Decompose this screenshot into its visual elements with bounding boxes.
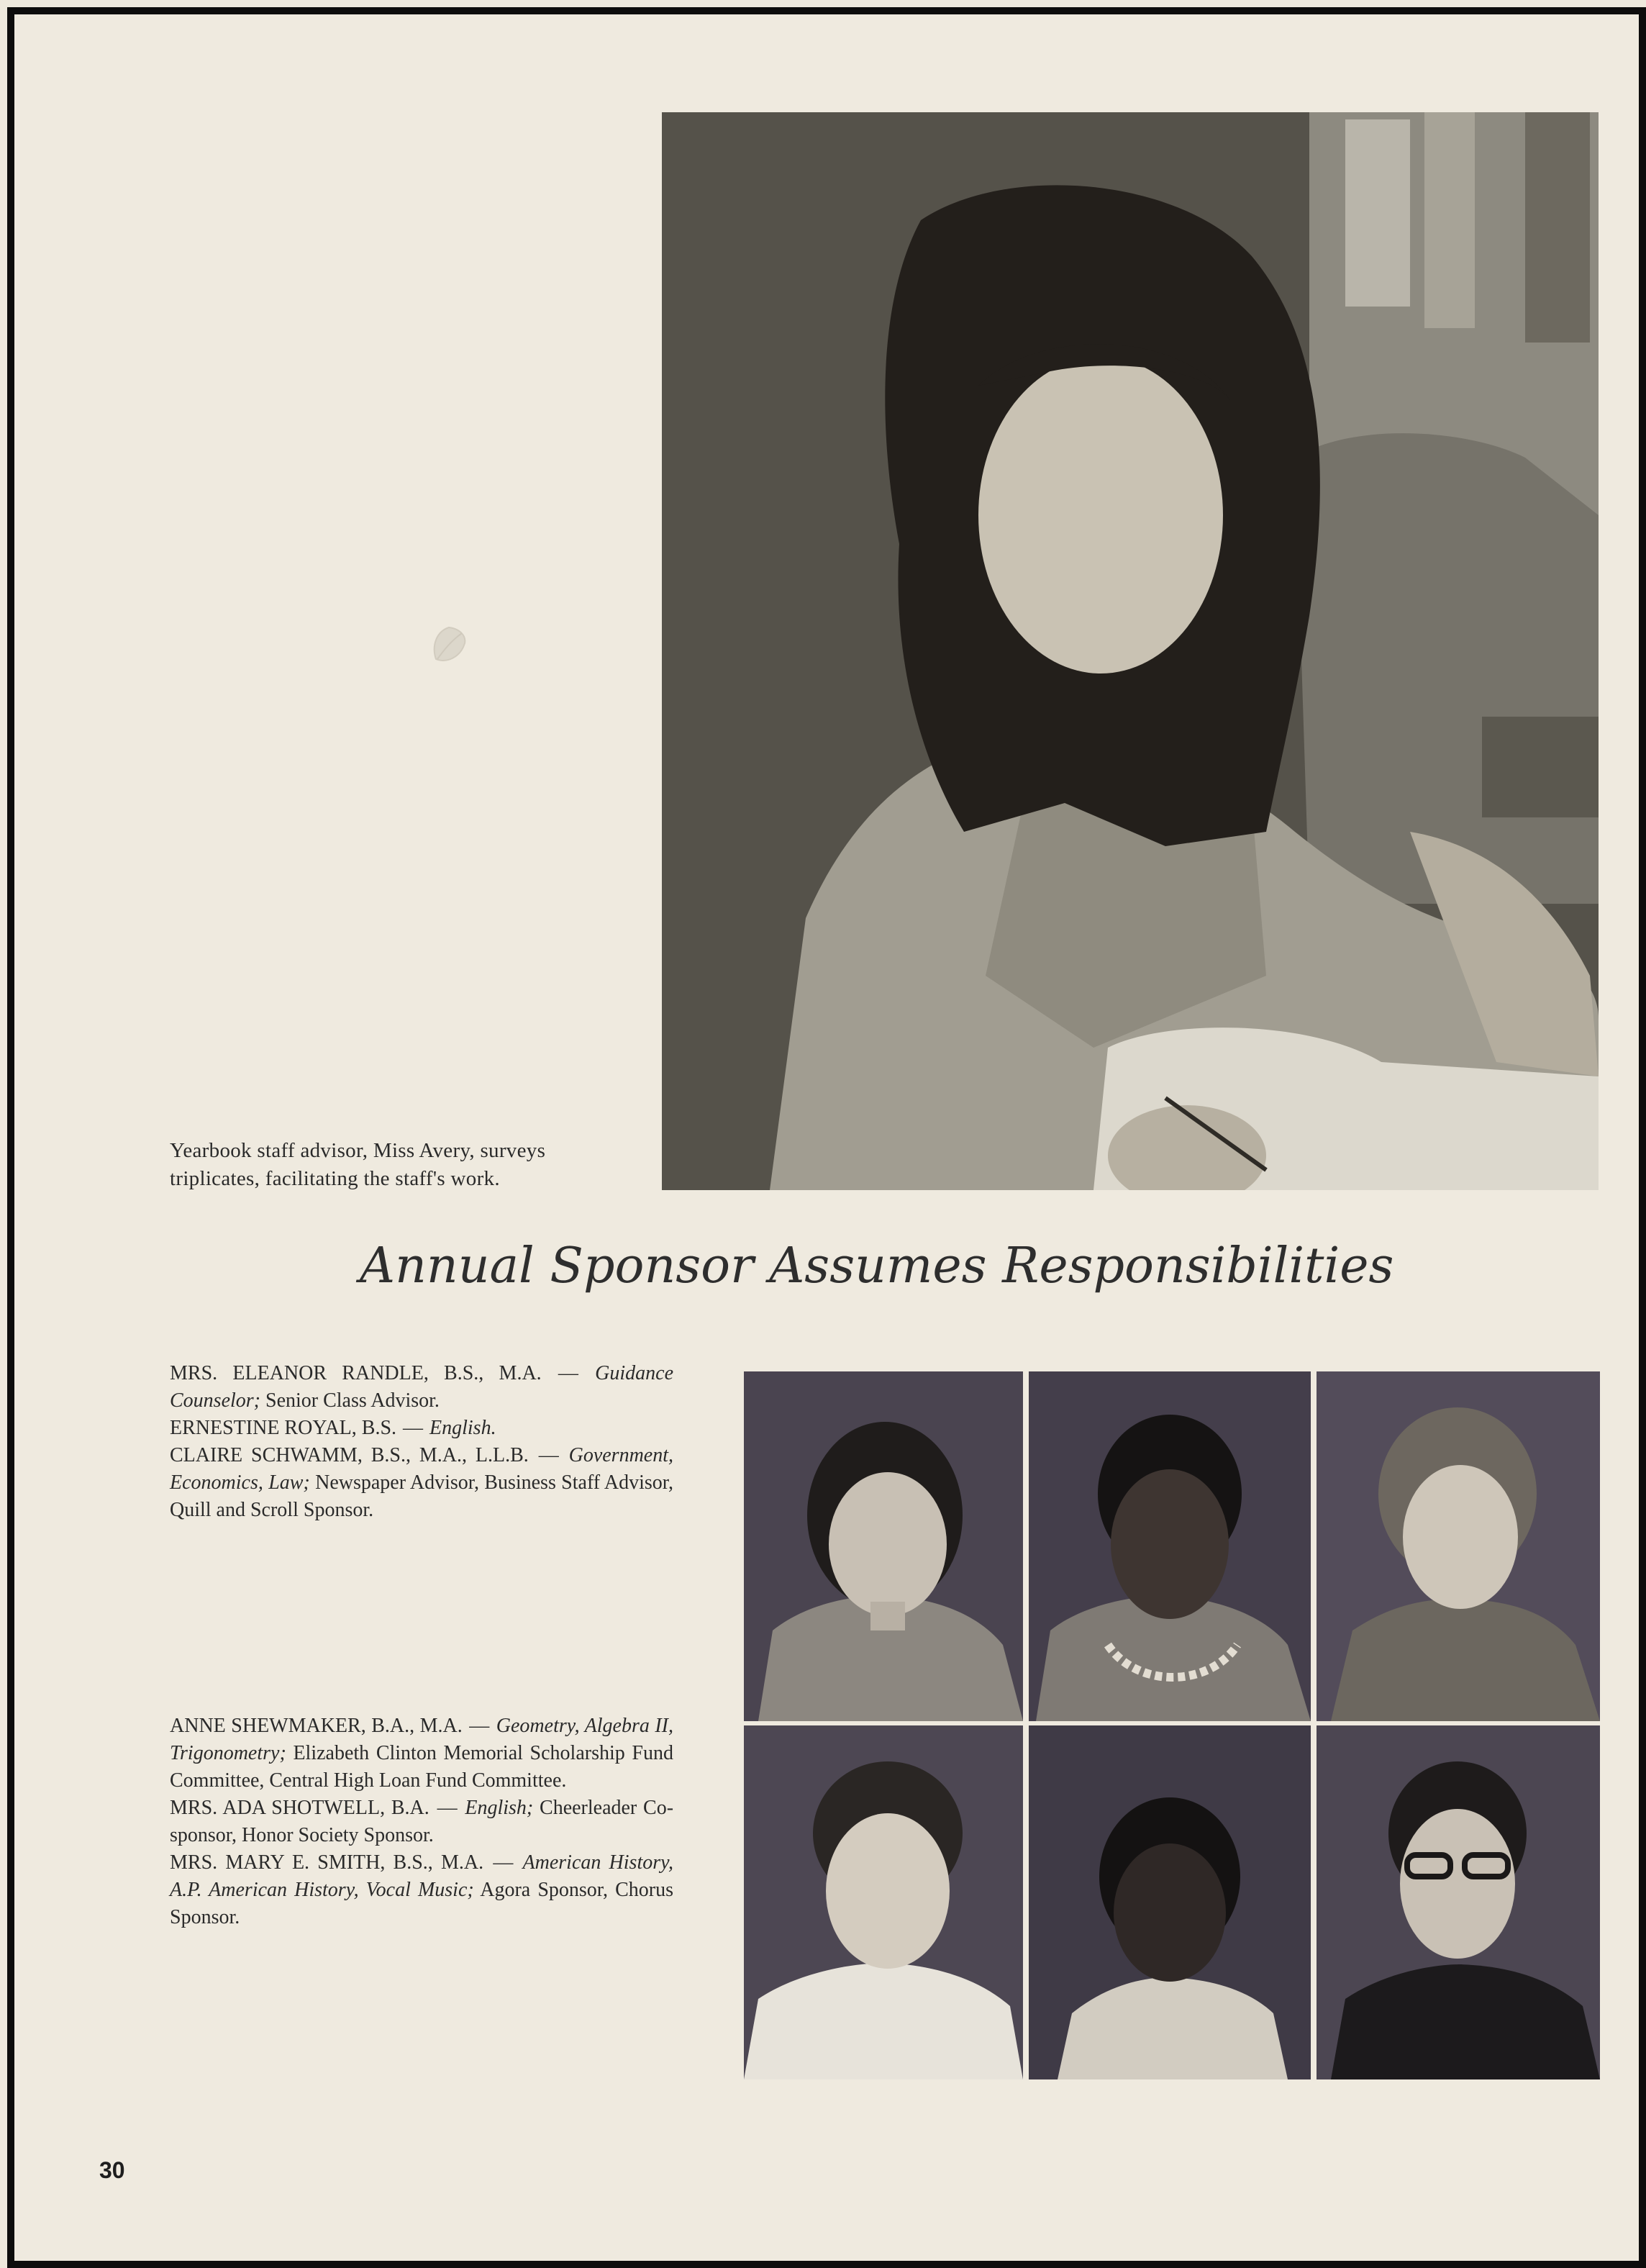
faculty-entry xyxy=(170,1360,673,1415)
featured-photo xyxy=(662,112,1599,1190)
faculty-subjects: English; xyxy=(465,1797,534,1819)
faculty-activities: Senior Class Advisor. xyxy=(265,1389,440,1412)
faculty-entry xyxy=(170,1442,673,1524)
faculty-activities: Cheerleader Co-sponsor, Honor Society Sponsor. xyxy=(170,1797,674,1846)
faculty-activities: Elizabeth Clinton Memorial Scholarship Fund Committee, Central High Loan Fund Committee. xyxy=(170,1742,673,1792)
dash: — xyxy=(493,1851,514,1874)
faculty-entry xyxy=(170,1713,673,1795)
dash: — xyxy=(437,1797,458,1819)
faculty-name: ANNE SHEWMAKER, B.A., M.A. xyxy=(170,1715,463,1737)
faculty-name: MRS. ELEANOR RANDLE, B.S., M.A. xyxy=(170,1362,542,1384)
portrait-photo xyxy=(1317,1371,1600,1721)
leaf-watermark-icon xyxy=(429,625,469,666)
portrait-photo xyxy=(1317,1725,1600,2079)
faculty-name: CLAIRE SCHWAMM, B.S., M.A., L.L.B. xyxy=(170,1444,529,1466)
faculty-activities: Newspaper Advisor, Business Staff Advisor, Quill and Scroll Sponsor. xyxy=(170,1471,673,1521)
faculty-subjects: American History, A.P. American History, Vocal Music; xyxy=(170,1851,674,1901)
faculty-entry xyxy=(170,1849,673,1931)
faculty-name: MRS. MARY E. SMITH, B.S., M.A. xyxy=(170,1851,484,1874)
photo-caption: Yearbook staff advisor, Miss Avery, surveys triplicates, facilitating the staff's work. xyxy=(170,1139,546,1190)
page-headline: Annual Sponsor Assumes Responsibilities xyxy=(360,1238,1394,1294)
faculty-subjects: Government, Economics, Law; xyxy=(170,1444,673,1494)
faculty-entry xyxy=(170,1415,673,1442)
dash: — xyxy=(538,1444,559,1466)
faculty-block-2 xyxy=(170,1713,673,1931)
faculty-subjects: Guidance Counselor; xyxy=(170,1362,674,1412)
dash: — xyxy=(558,1362,578,1384)
faculty-block-1 xyxy=(170,1360,673,1524)
dash: — xyxy=(469,1715,490,1737)
faculty-entry xyxy=(170,1795,673,1849)
faculty-subjects: Geometry, Algebra II, Trigonometry; xyxy=(170,1715,673,1764)
portrait-photo xyxy=(744,1725,1023,2079)
page-number: 30 xyxy=(99,2157,125,2183)
faculty-activities: Agora Sponsor, Chorus Sponsor. xyxy=(170,1879,673,1928)
faculty-name: ERNESTINE ROYAL, B.S. xyxy=(170,1417,397,1439)
dash: — xyxy=(403,1417,424,1439)
portrait-photo xyxy=(744,1371,1023,1721)
faculty-subjects: English. xyxy=(429,1417,496,1439)
portrait-photo xyxy=(1029,1725,1311,2079)
portrait-photo xyxy=(1029,1371,1311,1721)
faculty-name: MRS. ADA SHOTWELL, B.A. xyxy=(170,1797,429,1819)
